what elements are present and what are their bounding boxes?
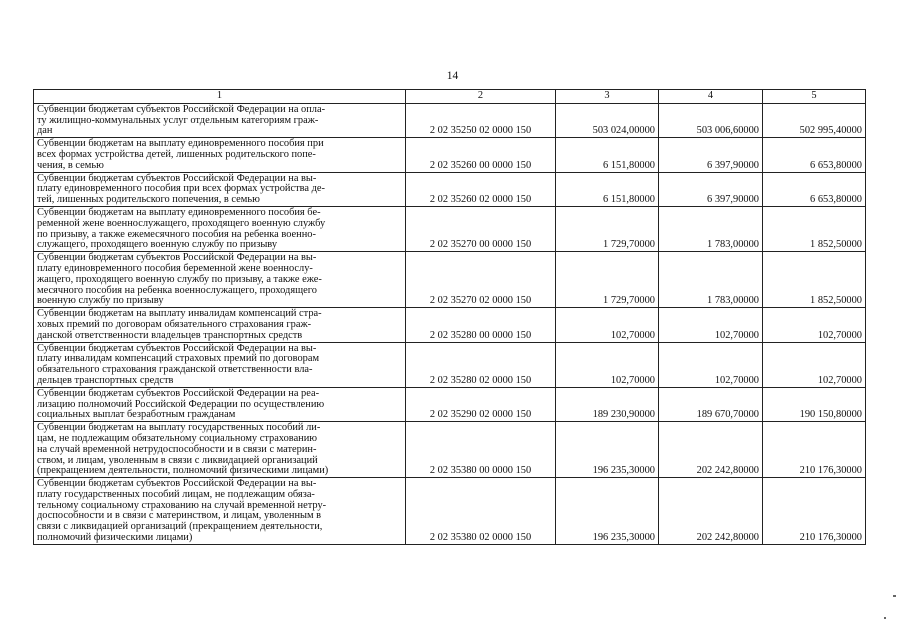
column-header-5: 5 [763, 90, 866, 104]
description-line: плату инвалидам компенсаций страховых премий по договорам [37, 353, 320, 365]
column-header-4: 4 [659, 90, 763, 104]
row-description [34, 172, 406, 206]
budget-code: 2 02 35270 00 0000 150 [406, 206, 556, 251]
row-description [34, 252, 406, 308]
value-col-4: 6 397,90000 [659, 138, 763, 172]
value-col-4: 102,70000 [659, 308, 763, 342]
description-line: (прекращением деятельности, полномочий физическими лицами) [37, 465, 329, 477]
description-line: служащего, проходящего военную службу по призыву [37, 239, 278, 251]
table-row [34, 342, 866, 387]
description-line: военную службу по призыву [37, 295, 164, 307]
description-line: плату единовременного пособия беременной жене военнослу- [37, 262, 313, 274]
value-col-3: 1 729,70000 [556, 206, 659, 251]
description-line: тельному социальному страхованию на случай временной нетру- [37, 499, 327, 511]
budget-code: 2 02 35290 02 0000 150 [406, 387, 556, 421]
description-line: цам, не подлежащим обязательному социальному страхованию [37, 432, 318, 444]
value-col-5: 102,70000 [763, 342, 866, 387]
value-col-3: 102,70000 [556, 308, 659, 342]
table-header-row [34, 90, 866, 104]
description-line: плату государственных пособий лицам, не подлежащим обяза- [37, 488, 315, 500]
value-col-3: 503 024,00000 [556, 103, 659, 137]
description-line: ством, и лицам, уволенным в связи с ликвидацией организаций [37, 454, 318, 466]
budget-code: 2 02 35250 02 0000 150 [406, 103, 556, 137]
column-header-2: 2 [406, 90, 556, 104]
description-line: жащего, проходящего военную службу по призыву, а также еже- [37, 273, 322, 285]
value-col-5: 1 852,50000 [763, 206, 866, 251]
table-row [34, 422, 866, 478]
row-description [34, 342, 406, 387]
value-col-4: 202 242,80000 [659, 478, 763, 545]
description-line: на случай временной нетрудоспособности и в связи с материн- [37, 443, 317, 455]
value-col-5: 502 995,40000 [763, 103, 866, 137]
description-line: данской ответственности владельцев транспортных средств [37, 329, 303, 341]
scan-speck [884, 617, 886, 619]
value-col-5: 210 176,30000 [763, 478, 866, 545]
value-col-5: 6 653,80000 [763, 138, 866, 172]
description-line: ту жилищно-коммунальных услуг отдельным категориям граж- [37, 114, 319, 126]
value-col-4: 189 670,70000 [659, 387, 763, 421]
row-description [34, 387, 406, 421]
row-description [34, 422, 406, 478]
row-description [34, 478, 406, 545]
value-col-3: 6 151,80000 [556, 172, 659, 206]
description-line: Субвенции бюджетам на выплату единовременного пособия бе- [37, 206, 321, 218]
row-description [34, 138, 406, 172]
description-line: Субвенции бюджетам на выплату инвалидам компенсаций стра- [37, 308, 322, 320]
description-line: связи с ликвидацией организаций (прекращением деятельности, [37, 521, 323, 533]
description-line: ременной жене военнослужащего, проходящего военную службу [37, 217, 326, 229]
value-col-5: 102,70000 [763, 308, 866, 342]
column-header-1: 1 [34, 90, 406, 104]
description-line: чения, в семью [37, 159, 104, 171]
table-row [34, 138, 866, 172]
table-row [34, 478, 866, 545]
budget-code: 2 02 35380 00 0000 150 [406, 422, 556, 478]
row-description [34, 103, 406, 137]
description-line: доспособности и в связи с материнством, и лицам, уволенным в [37, 510, 322, 522]
table-row [34, 206, 866, 251]
description-line: месячного пособия на ребенка военнослужащего, проходящего [37, 284, 317, 296]
value-col-3: 196 235,30000 [556, 422, 659, 478]
value-col-5: 6 653,80000 [763, 172, 866, 206]
table-row [34, 252, 866, 308]
budget-code: 2 02 35260 00 0000 150 [406, 138, 556, 172]
description-line: обязательного страхования гражданской ответственности вла- [37, 364, 313, 376]
row-description [34, 308, 406, 342]
description-line: Субвенции бюджетам субъектов Российской Федерации на вы- [37, 342, 317, 354]
description-line: Субвенции бюджетам субъектов Российской Федерации на реа- [37, 387, 320, 399]
value-col-5: 1 852,50000 [763, 252, 866, 308]
value-col-4: 1 783,00000 [659, 206, 763, 251]
value-col-3: 6 151,80000 [556, 138, 659, 172]
value-col-4: 1 783,00000 [659, 252, 763, 308]
description-line: Субвенции бюджетам субъектов Российской Федерации на вы- [37, 252, 317, 264]
description-line: ховых премий по договорам обязательного страхования граж- [37, 318, 312, 330]
value-col-4: 202 242,80000 [659, 422, 763, 478]
value-col-3: 102,70000 [556, 342, 659, 387]
description-line: Субвенции бюджетам субъектов Российской Федерации на опла- [37, 103, 326, 115]
budget-code: 2 02 35260 02 0000 150 [406, 172, 556, 206]
budget-code: 2 02 35380 02 0000 150 [406, 478, 556, 545]
scan-speck [893, 595, 896, 597]
value-col-5: 210 176,30000 [763, 422, 866, 478]
description-line: тей, лишенных родительского попечения, в семью [37, 194, 260, 206]
description-line: всех формах устройства детей, лишенных родительского попе- [37, 148, 316, 160]
value-col-4: 6 397,90000 [659, 172, 763, 206]
description-line: Субвенции бюджетам на выплату государственных пособий ли- [37, 422, 321, 434]
value-col-3: 189 230,90000 [556, 387, 659, 421]
value-col-4: 102,70000 [659, 342, 763, 387]
description-line: плату единовременного пособия при всех формах устройства де- [37, 183, 325, 195]
description-line: дан [37, 125, 53, 137]
table-row [34, 172, 866, 206]
table-row [34, 308, 866, 342]
description-line: дельцев транспортных средств [37, 374, 174, 386]
column-header-3: 3 [556, 90, 659, 104]
description-line: полномочий физическими лицами) [37, 532, 193, 544]
description-line: Субвенции бюджетам на выплату единовременного пособия при [37, 138, 324, 150]
description-line: лизацию полномочий Российской Федерации по осуществлению [37, 398, 325, 410]
description-line: социальных выплат безработным гражданам [37, 409, 236, 421]
description-line: Субвенции бюджетам субъектов Российской Федерации на вы- [37, 172, 317, 184]
value-col-3: 1 729,70000 [556, 252, 659, 308]
budget-table [33, 89, 866, 545]
row-description [34, 206, 406, 251]
page-number: 14 [446, 70, 459, 82]
description-line: по призыву, а также ежемесячного пособия на ребенка военно- [37, 228, 316, 240]
budget-code: 2 02 35280 02 0000 150 [406, 342, 556, 387]
description-line: Субвенции бюджетам субъектов Российской Федерации на вы- [37, 478, 317, 490]
table-row [34, 103, 866, 137]
budget-code: 2 02 35270 02 0000 150 [406, 252, 556, 308]
value-col-4: 503 006,60000 [659, 103, 763, 137]
budget-code: 2 02 35280 00 0000 150 [406, 308, 556, 342]
table-row [34, 387, 866, 421]
value-col-5: 190 150,80000 [763, 387, 866, 421]
value-col-3: 196 235,30000 [556, 478, 659, 545]
